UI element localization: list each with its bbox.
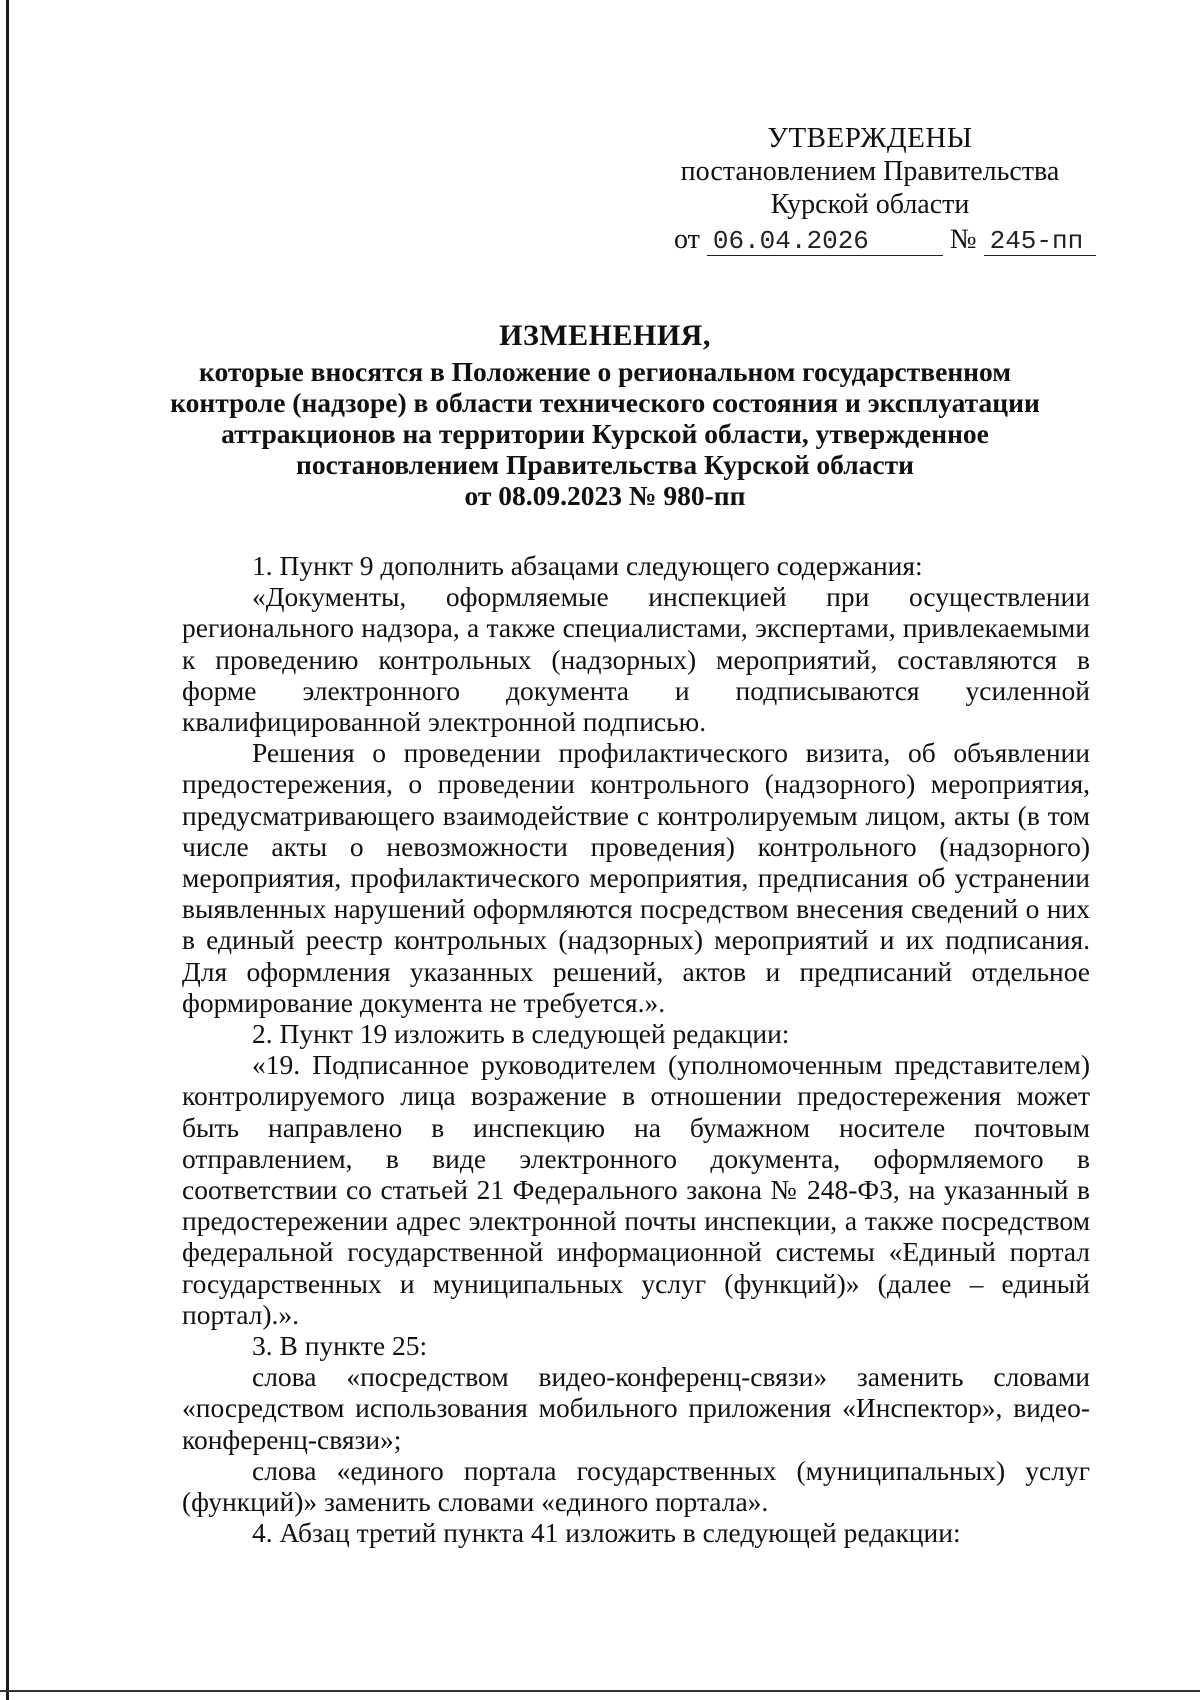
- document-title-block: [150, 316, 1060, 511]
- paragraph-item-2: 2. Пункт 19 изложить в следующей редакции:: [252, 1018, 790, 1050]
- scan-bottom-line: [0, 1690, 1200, 1692]
- approval-line-1: постановлением Правительства: [680, 156, 1060, 187]
- approval-heading: УТВЕРЖДЕНЫ: [767, 122, 973, 154]
- approval-date-line: [660, 223, 1084, 256]
- paragraph-quote-19: «19. Подписанное руководителем (уполномоченным представителем) контролируемого лица возражение в отношении предостережения может быть направлено в инспекцию на бумажном носителе почтовым отправлением, в виде электронного документа, оформляемого в соответствии со статьей 21 Федерального закона № 248-ФЗ, на указанный в предостережении адрес электронной почты инспекции, а также посредством федеральной государственной информационной системы «Единый портал государственных и муниципальных услуг (функций)» (далее – единый портал).».: [182, 1049, 1090, 1330]
- approval-number-field: 245-пп: [984, 228, 1096, 256]
- document-title: ИЗМЕНЕНИЯ,: [499, 319, 711, 352]
- paragraph-replace-2: слова «единого портала государственных (муниципальных) услуг (функций)» заменить словами «единого портала».: [182, 1454, 1090, 1518]
- document-subtitle-date: от 08.09.2023 № 980-пп: [464, 480, 746, 511]
- approval-line-2: Курской области: [770, 189, 970, 220]
- paragraph-quote-documents: «Документы, оформляемые инспекцией при осуществлении регионального надзора, а также специалистами, экспертами, привлекаемыми к проведению контрольных (надзорных) мероприятий, составляются в форме электронного документа и подписываются усиленной квалифицированной электронной подписью.: [182, 581, 1090, 738]
- paragraph-item-3: 3. В пункте 25:: [252, 1330, 428, 1362]
- date-prefix: от: [674, 224, 700, 255]
- paragraph-replace-1: слова «посредством видео-конференц-связи» заменить словами «посредством использования мобильного приложения «Инспектор», видео-конференц-связи»;: [182, 1361, 1090, 1455]
- document-subtitle: которые вносятся в Положение о региональном государственном контроле (надзоре) в области технического состояния и эксплуатации аттракционов на территории Курской области, утвержденное постановлением Правительства Курской области: [170, 356, 1040, 480]
- scan-left-edge: [6, 0, 9, 1700]
- number-prefix: №: [949, 224, 977, 255]
- paragraph-item-1: 1. Пункт 9 дополнить абзацами следующего содержания:: [252, 550, 923, 581]
- approval-stamp: [660, 122, 1084, 256]
- approval-date-field: 06.04.2026: [707, 228, 943, 256]
- document-body: [182, 550, 1090, 1549]
- paragraph-item-4: 4. Абзац третий пункта 41 изложить в следующей редакции:: [252, 1517, 961, 1549]
- paragraph-decisions: Решения о проведении профилактического визита, об объявлении предостережения, о проведении контрольного (надзорного) мероприятия, предусматривающего взаимодействие с контролируемым лицом, акты (в том числе акты о невозможности проведения) контрольного (надзорного) мероприятия, профилактического мероприятия, предписания об устранении выявленных нарушений оформляются посредством внесения сведений о них в единый реестр контрольных (надзорных) мероприятий и их подписания. Для оформления указанных решений, актов и предписаний отдельное формирование документа не требуется.».: [182, 737, 1090, 1018]
